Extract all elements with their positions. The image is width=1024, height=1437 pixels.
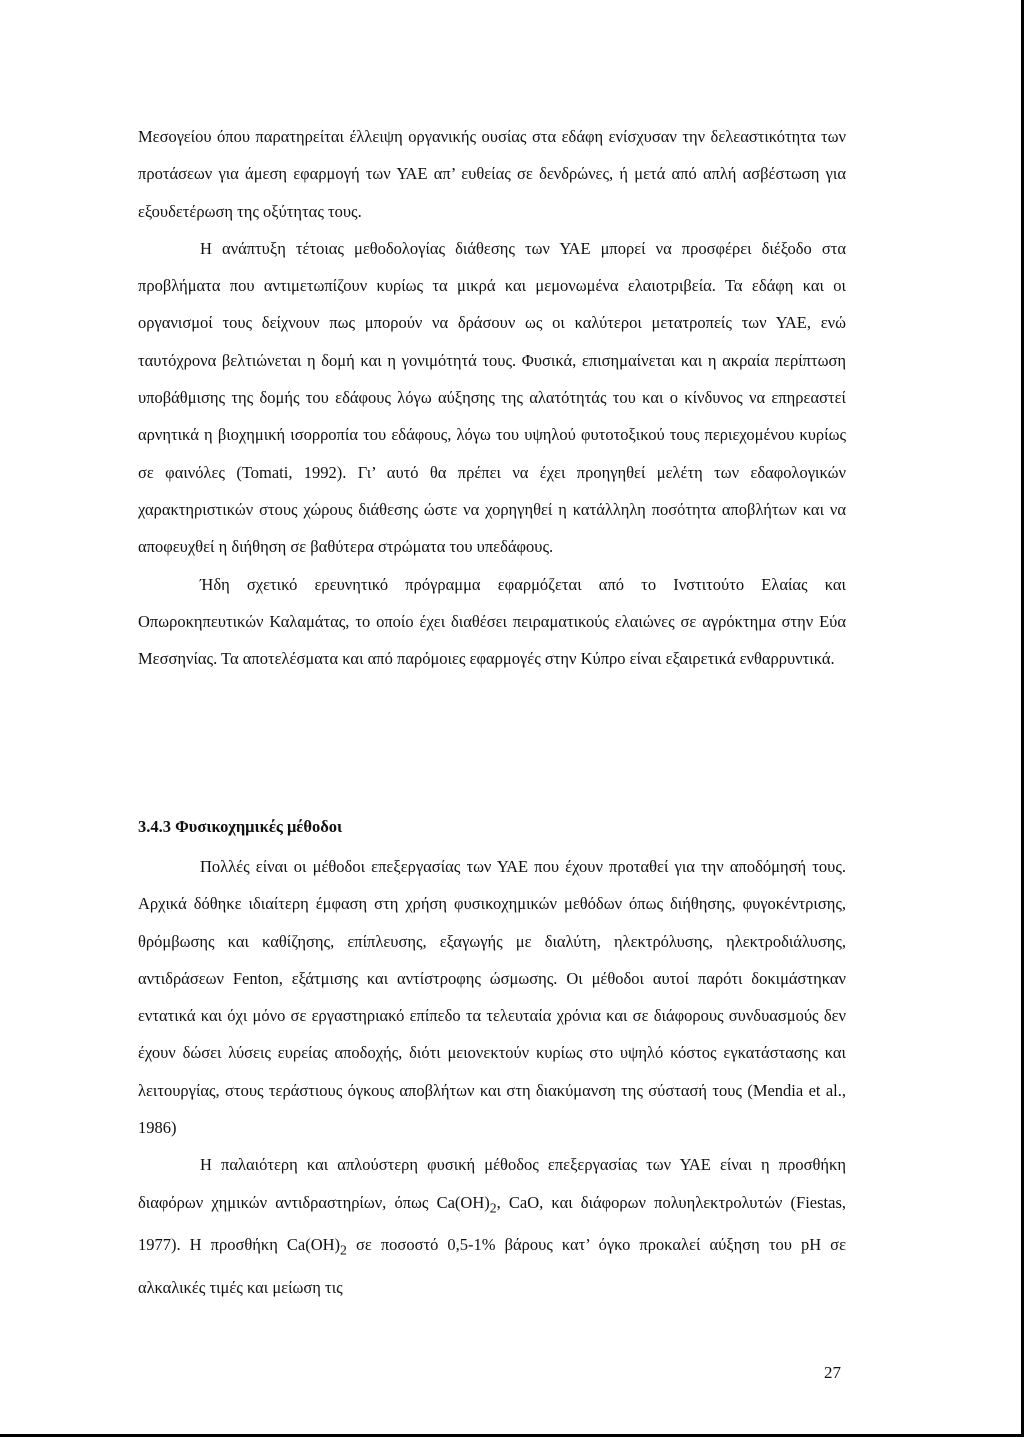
paragraph-methodology: Η ανάπτυξη τέτοιας μεθοδολογίας διάθεσης των ΥΑΕ μπορεί να προσφέρει διέξοδο στα προβλήματα που αντιμετωπίζουν κυρίως τα μικρά και μεμονωμένα ελαιοτριβεία. Τα εδάφη και οι οργανισμοί τους δείχνουν πως μπορούν να δράσουν ως οι καλύτεροι μετατροπείς των ΥΑΕ, ενώ ταυτόχρονα βελτιώνεται η δομή και η γονιμότητά τους. Φυσικά, επισημαίνεται και η ακραία περίπτωση υποβάθμισης της δομής του εδάφους λόγω αύξησης της αλατότητάς του και ο κίνδυνος να επηρεαστεί αρνητικά η βιοχημική ισορροπία του εδάφους, λόγω του υψηλού φυτοτοξικού τους περιεχομένου κυρίως σε φαινόλες (Tomati, 1992). Γι’ αυτό θα πρέπει να έχει προηγηθεί μελέτη των εδαφολογικών χαρακτηριστικών στους χώρους διάθεσης ώστε να χορηγηθεί η κατάλληλη ποσότητα αποβλήτων και να αποφευχθεί η διήθηση σε βαθύτερα στρώματα του υπεδάφους. <box>138 238 846 557</box>
subscript-2-second: 2 <box>340 1242 347 1258</box>
paragraph-chemical-text-a: Η παλαιότερη και απλούστερη φυσική μέθοδος επεξεργασίας των ΥΑΕ είναι η προσθήκη διαφόρων χημικών αντιδραστηρίων, όπως Ca(OH) <box>138 1155 846 1212</box>
text-block-lower <box>138 848 846 1306</box>
paragraph-chemical-addition <box>138 1146 846 1306</box>
paragraph-chemical-text-c: σε ποσοστό 0,5-1% βάρους κατ’ όγκο προκαλεί αύξηση του pH σε αλκαλικές τιμές και μείωση τις <box>138 1235 847 1297</box>
text-block-upper <box>138 118 846 677</box>
section-heading: 3.4.3 Φυσικοχημικές μέθοδοι <box>138 817 343 836</box>
paragraph-chemical-text-b: , CaO, και διάφορων πολυηλεκτρολυτών (Fiestas, 1977). Η προσθήκη Ca(OH) <box>138 1192 846 1255</box>
paragraph-research-program: Ήδη σχετικό ερευνητικό πρόγραμμα εφαρμόζεται από το Ινστιτούτο Ελαίας και Οπωροκηπευτικών Καλαμάτας, το οποίο έχει διαθέσει πειραματικούς ελαιώνες σε αγρόκτημα στην Εύα Μεσσηνίας. Τα αποτελέσματα και από παρόμοιες εφαρμογές στην Κύπρο είναι εξαιρετικά ενθαρρυντικά. <box>138 574 846 669</box>
subscript-2-first: 2 <box>489 1199 497 1215</box>
paragraph-continuation: Μεσογείου όπου παρατηρείται έλλειψη οργανικής ουσίας στα εδάφη ενίσχυσαν την δελεαστικότητα των προτάσεων για άμεση εφαρμογή των ΥΑΕ απ’ ευθείας σε δενδρώνες, ή μετά από απλή ασβέστωση για εξουδετέρωση της οξύτητας τους. <box>138 127 846 221</box>
paragraph-methods-overview: Πολλές είναι οι μέθοδοι επεξεργασίας των ΥΑΕ που έχουν προταθεί για την αποδόμησή τους. Αρχικά δόθηκε ιδιαίτερη έμφαση στη χρήση φυσικοχημικών μεθόδων όπως διήθησης, φυγοκέντρισης, θρόμβωσης και καθίζησης, επίπλευσης, εξαγωγής με διαλύτη, ηλεκτρόλυσης, ηλεκτροδιάλυσης, αντιδράσεων Fenton, εξάτμισης και αντίστροφης ώσμωσης. Οι μέθοδοι αυτοί παρότι δοκιμάστηκαν εντατικά και όχι μόνο σε εργαστηριακό επίπεδο τα τελευταία χρόνια και σε διάφορους συνδυασμούς δεν έχουν δώσει λύσεις ευρείας αποδοχής, διότι μειονεκτούν κυρίως στο υψηλό κόστος εγκατάστασης και λειτουργίας, στους τεράστιους όγκους αποβλήτων και στη διακύμανση της σύστασή τους (Mendia et al., 1986) <box>138 857 846 1138</box>
page-number: 27 <box>824 1363 841 1382</box>
